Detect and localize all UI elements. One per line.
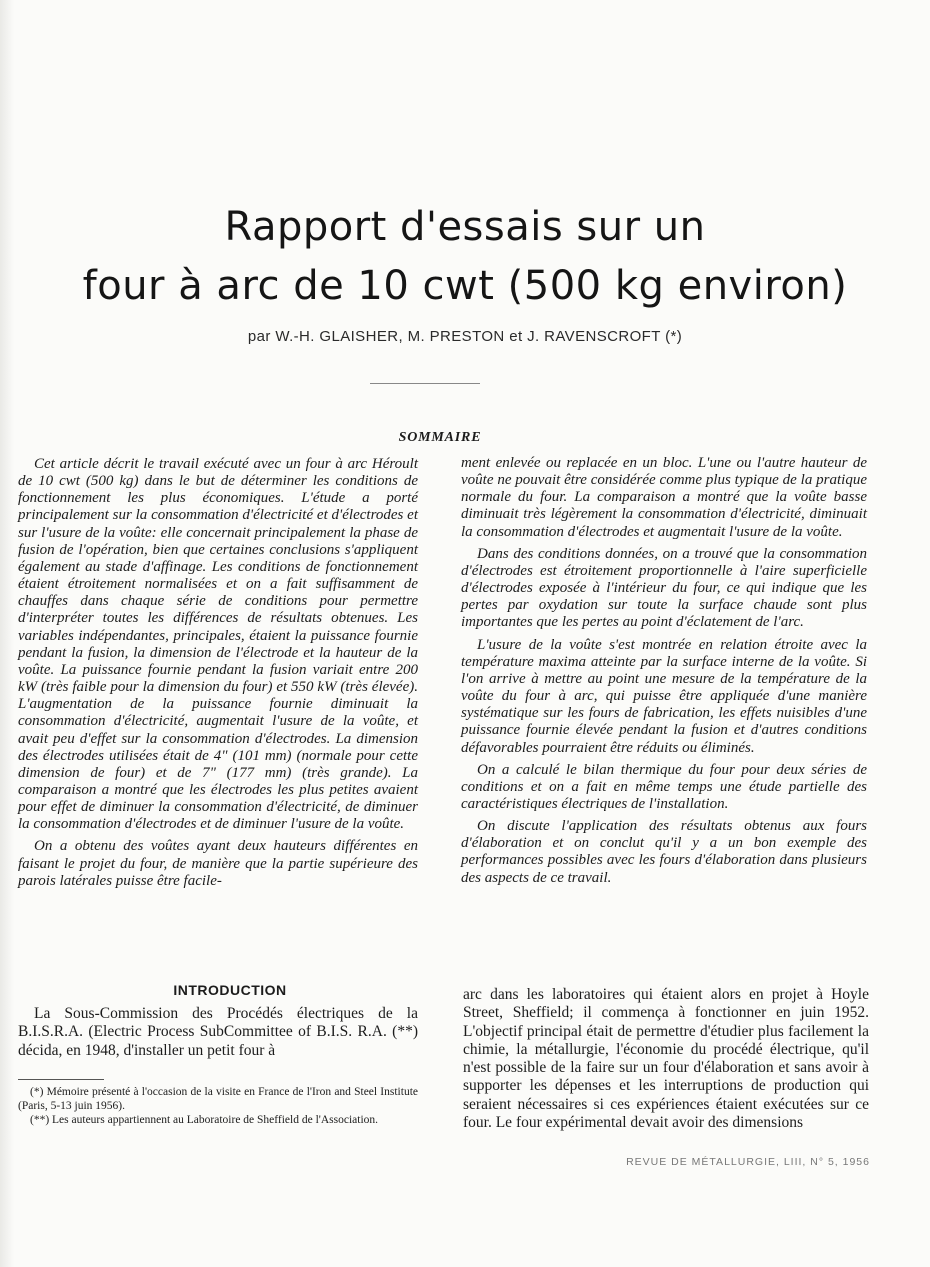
summary-heading: SOMMAIRE: [398, 430, 482, 445]
footnote-divider: [18, 1079, 104, 1080]
author-line: par W.-H. GLAISHER, M. PRESTON et J. RAVENSCROFT (*): [247, 328, 683, 345]
summary-paragraph: On a calculé le bilan thermique du four pour deux séries de conditions et on a fait en même temps une étude partielle des caractéristiques électriques de l'installation.: [461, 761, 867, 812]
summary-paragraph: L'usure de la voûte s'est montrée en relation étroite avec la température maxima atteinte par la surface interne de la voûte. Si l'on arrive à mettre au point une mesure de la température de la voûte du four à arc, qui puisse être appliquée d'une manière systématique sur les fours de fabrication, les effets nuisibles d'une puissance fournie élevée pendant la fusion et d'autres conditions défavorables pourraient être réduits ou éliminés.: [461, 636, 867, 756]
title-line-1: Rapport d'essais sur un: [224, 204, 706, 250]
footnotes: [18, 1085, 418, 1127]
summary-paragraph: On a obtenu des voûtes ayant deux hauteurs différentes en faisant le projet du four, de manière que la partie supérieure des parois latérales puisse être facile-: [18, 838, 418, 889]
summary-paragraph: Dans des conditions données, on a trouvé que la consommation d'électrodes est étroitement proportionnelle à l'aire superficielle d'électrodes exposée à l'intérieur du four, ce qui indique que les pertes par oxydation sur toute la surface chaude sont plus importantes que les pertes au point d'éclatement de l'arc.: [461, 545, 867, 631]
introduction-paragraph: La Sous-Commission des Procédés électriques de la B.I.S.R.A. (Electric Process SubCommittee of B.I.S. R.A. (**) décida, en 1948, d'installer un petit four à: [18, 1005, 418, 1059]
introduction-paragraph: arc dans les laboratoires qui étaient alors en projet à Hoyle Street, Sheffield; il commença à fonctionner en juin 1952. L'objectif principal était de permettre d'étudier plus facilement la chimie, la métallurgie, l'économie du procédé électrique, qu'il n'est possible de la faire sur un four d'élaboration et sans avoir à supporter les dépenses et les interruptions de production qui seraient nécessaires si ces expériences étaient exécutées sur ce four. Le four expérimental devait avoir des dimensions: [463, 986, 869, 1132]
introduction-left-column: [18, 1005, 418, 1060]
introduction-right-column: [463, 986, 869, 1132]
footnote: (*) Mémoire présenté à l'occasion de la visite en France de l'Iron and Steel Institute (Paris, 5-13 juin 1956).: [18, 1086, 418, 1112]
footnote: (**) Les auteurs appartiennent au Laboratoire de Sheffield de l'Association.: [30, 1114, 379, 1126]
article-title: [0, 198, 930, 316]
title-line-2: four à arc de 10 cwt (500 kg environ): [82, 263, 848, 309]
title-divider: [370, 383, 480, 384]
summary-left-column: [18, 456, 418, 890]
summary-right-column: [461, 455, 867, 887]
introduction-heading: INTRODUCTION: [173, 982, 287, 998]
summary-paragraph: On discute l'application des résultats obtenus aux fours d'élaboration et on conclut qu'il y a un bon exemple des performances possibles avec les fours d'élaboration dans plusieurs des aspects de ce travail.: [461, 818, 867, 886]
summary-paragraph: Cet article décrit le travail exécuté avec un four à arc Héroult de 10 cwt (500 kg) dans le but de déterminer les conditions de fonctionnement les plus économiques. L'étude a porté principalement sur la consommation d'électricité et d'électrodes et sur l'usure de la voûte: elle concernait principalement la phase de fusion de l'opération, bien que certaines conclusions s'appliquent également au stade d'affinage. Les conditions de fonctionnement étaient étroitement normalisées et on a fait suffisamment de chauffes dans chaque série de conditions pour permettre d'interpréter toutes les différences de résultats obtenues. Les variables indépendantes, principales, étaient la puissance fournie pendant la fusion, la dimension de l'électrode et la hauteur de la voûte. La puissance fournie pendant la fusion variait entre 200 kW (très faible pour la dimension du four) et 550 kW (très élevée). L'augmentation de la puissance fournie diminuait la consommation d'électricité, augmentait l'usure de la voûte, et avait peu d'effet sur la consommation d'électrodes. La dimension des électrodes utilisées était de 4" (101 mm) (normale pour cette dimension de four) et de 7" (177 mm) (très grande). La comparaison a montré que les électrodes les plus petites avaient pour effet de diminuer la consommation d'électricité, de diminuer la consommation d'électrodes et de diminuer l'usure de la voûte.: [18, 456, 418, 833]
scan-shadow: [0, 0, 14, 1267]
summary-paragraph: ment enlevée ou replacée en un bloc. L'une ou l'autre hauteur de voûte ne pouvait être considérée comme plus typique de la pratique normale du four. La comparaison a montré que la voûte basse diminuait très légèrement la consommation d'électricité, diminuait la consommation d'électrodes et augmentait l'usure de la voûte.: [461, 455, 867, 540]
journal-footer: REVUE DE MÉTALLURGIE, LIII, N° 5, 1956: [626, 1156, 870, 1168]
